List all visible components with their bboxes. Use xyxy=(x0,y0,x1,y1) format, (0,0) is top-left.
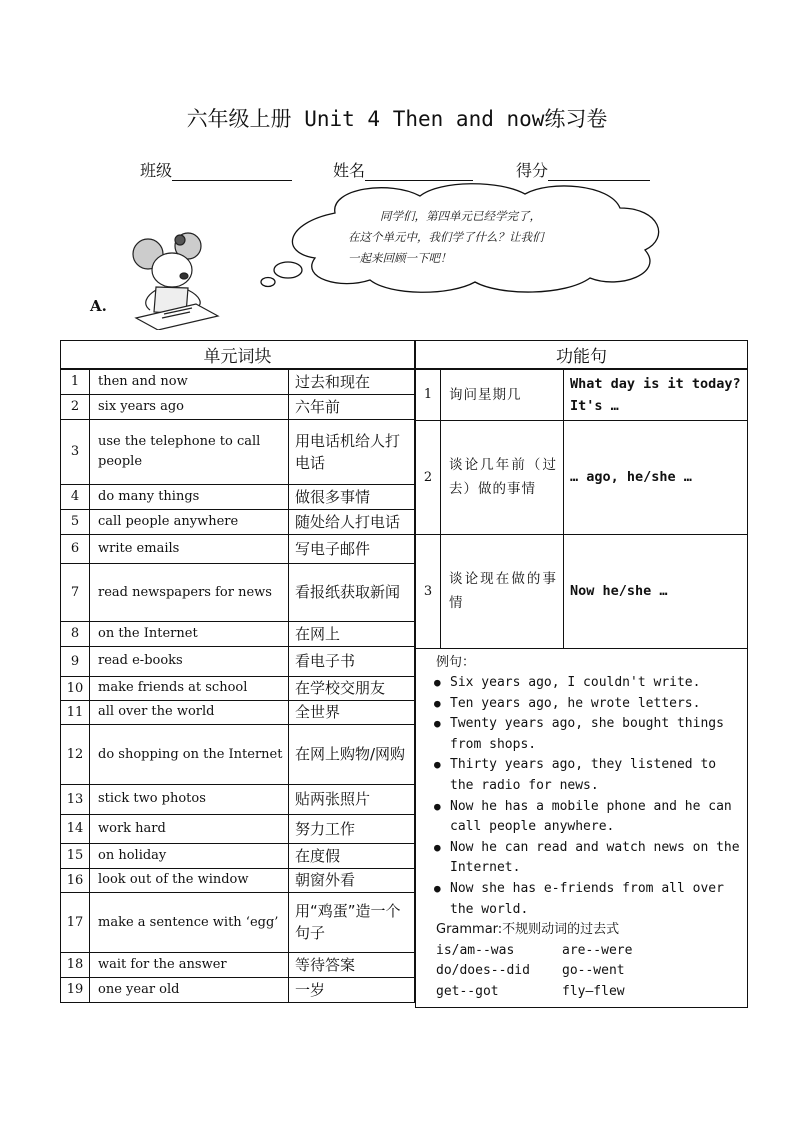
grammar-pair: go--went xyxy=(562,963,625,979)
phrase-en: read newspapers for news xyxy=(90,563,289,621)
function-table xyxy=(415,340,748,1008)
grammar-pair: do/does--did xyxy=(436,963,530,979)
example-sentence: ● Ten years ago, he wrote letters. xyxy=(436,694,741,715)
section-a-label: A. xyxy=(90,297,107,315)
phrase-cn: 朝窗外看 xyxy=(289,868,415,892)
example-sentence: ● Six years ago, I couldn't write. xyxy=(436,673,741,694)
phrase-en: look out of the window xyxy=(90,868,289,892)
row-number: 17 xyxy=(61,892,90,952)
phrase-cn: 写电子邮件 xyxy=(289,534,415,563)
table-row xyxy=(61,784,415,814)
row-number: 16 xyxy=(61,868,90,892)
examples-row xyxy=(416,648,748,1007)
name-label: 姓名 xyxy=(333,161,366,180)
example-sentence: ● Now he has a mobile phone and he can call people anywhere. xyxy=(436,797,741,838)
phrase-cn: 过去和现在 xyxy=(289,369,415,394)
phrase-en: six years ago xyxy=(90,394,289,419)
row-number: 13 xyxy=(61,784,90,814)
phrase-en: one year old xyxy=(90,977,289,1002)
phrase-en: on the Internet xyxy=(90,621,289,646)
function-row xyxy=(416,369,748,420)
phrase-en: work hard xyxy=(90,814,289,843)
phrase-en: write emails xyxy=(90,534,289,563)
phrase-en: stick two photos xyxy=(90,784,289,814)
function-desc: 谈论现在做的事情 xyxy=(441,534,564,648)
row-number: 4 xyxy=(61,484,90,509)
phrase-cn: 在网上 xyxy=(289,621,415,646)
row-number: 12 xyxy=(61,724,90,784)
phrase-cn: 在学校交朋友 xyxy=(289,676,415,700)
phrase-cn: 贴两张照片 xyxy=(289,784,415,814)
table-row xyxy=(61,646,415,676)
table-row xyxy=(61,700,415,724)
example-sentence: ● Now he can read and watch news on the Internet. xyxy=(436,838,741,879)
phrase-cn: 用“鸡蛋”造一个句子 xyxy=(289,892,415,952)
function-row xyxy=(416,534,748,648)
bubble-text xyxy=(340,206,610,269)
sentence-line: It's … xyxy=(570,397,619,414)
function-sentence: … ago, he/she … xyxy=(564,420,748,534)
row-number: 5 xyxy=(61,509,90,534)
examples-label: 例句： xyxy=(436,654,476,670)
table-row xyxy=(61,724,415,784)
class-label: 班级 xyxy=(140,161,173,180)
function-sentence xyxy=(564,369,748,420)
function-desc: 谈论几年前（过去）做的事情 xyxy=(441,420,564,534)
vocab-header: 单元词块 xyxy=(61,341,415,370)
row-number: 18 xyxy=(61,952,90,977)
phrase-cn: 在网上购物/网购 xyxy=(289,724,415,784)
phrase-en: then and now xyxy=(90,369,289,394)
grammar-label: Grammar:不规则动词的过去式 xyxy=(436,922,620,938)
phrase-en: do many things xyxy=(90,484,289,509)
table-row xyxy=(61,509,415,534)
cartoon-mouse-icon xyxy=(126,232,222,330)
table-row xyxy=(61,676,415,700)
row-number: 1 xyxy=(61,369,90,394)
phrase-cn: 努力工作 xyxy=(289,814,415,843)
grammar-pair: are--were xyxy=(562,942,633,958)
table-row xyxy=(61,843,415,868)
phrase-en: call people anywhere xyxy=(90,509,289,534)
row-number: 6 xyxy=(61,534,90,563)
function-number: 2 xyxy=(416,420,441,534)
phrase-en: read e-books xyxy=(90,646,289,676)
phrase-en: use the telephone to call people xyxy=(90,419,289,484)
row-number: 19 xyxy=(61,977,90,1002)
row-number: 11 xyxy=(61,700,90,724)
table-row xyxy=(61,534,415,563)
grammar-line xyxy=(436,941,741,962)
sentence-line: What day is it today? xyxy=(570,375,741,392)
phrase-en: wait for the answer xyxy=(90,952,289,977)
phrase-cn: 等待答案 xyxy=(289,952,415,977)
phrase-cn: 看电子书 xyxy=(289,646,415,676)
function-desc: 询问星期几 xyxy=(441,369,564,420)
function-row xyxy=(416,420,748,534)
grammar-pair: fly—flew xyxy=(562,984,625,999)
grammar-pair: is/am--was xyxy=(436,942,515,958)
phrase-cn: 做很多事情 xyxy=(289,484,415,509)
phrase-cn: 在度假 xyxy=(289,843,415,868)
phrase-en: do shopping on the Internet xyxy=(90,724,289,784)
phrase-cn: 一岁 xyxy=(289,977,415,1002)
row-number: 7 xyxy=(61,563,90,621)
vocab-table xyxy=(60,340,415,1003)
table-row xyxy=(61,892,415,952)
function-number: 3 xyxy=(416,534,441,648)
examples-list xyxy=(436,673,741,920)
phrase-en: on holiday xyxy=(90,843,289,868)
table-row xyxy=(61,563,415,621)
table-row xyxy=(61,952,415,977)
table-row xyxy=(61,369,415,394)
phrase-en: make a sentence with ‘egg’ xyxy=(90,892,289,952)
table-row xyxy=(61,394,415,419)
score-label: 得分 xyxy=(516,161,549,180)
bubble-line-3: 一起来回顾一下吧！ xyxy=(348,251,452,265)
table-row xyxy=(61,977,415,1002)
table-row xyxy=(61,868,415,892)
phrase-cn: 随处给人打电话 xyxy=(289,509,415,534)
table-row xyxy=(61,419,415,484)
phrase-en: make friends at school xyxy=(90,676,289,700)
table-row xyxy=(61,621,415,646)
page-title: 六年级上册 Unit 4 Then and now练习卷 xyxy=(186,107,608,131)
phrase-cn: 全世界 xyxy=(289,700,415,724)
example-sentence: ● Thirty years ago, they listened to the radio for news. xyxy=(436,755,741,796)
phrase-en: all over the world xyxy=(90,700,289,724)
row-number: 2 xyxy=(61,394,90,419)
function-header: 功能句 xyxy=(416,341,748,370)
phrase-cn: 看报纸获取新闻 xyxy=(289,563,415,621)
examples-cell xyxy=(416,648,748,1007)
table-row xyxy=(61,814,415,843)
grammar-line xyxy=(436,982,741,1003)
row-number: 3 xyxy=(61,419,90,484)
bubble-line-1: 同学们，第四单元已经学完了， xyxy=(380,209,541,223)
function-sentence: Now he/she … xyxy=(564,534,748,648)
row-number: 10 xyxy=(61,676,90,700)
bubble-line-2: 在这个单元中，我们学了什么？让我们 xyxy=(348,230,544,244)
example-sentence: ● Now she has e-friends from all over the world. xyxy=(436,879,741,920)
example-sentence: ● Twenty years ago, she bought things from shops. xyxy=(436,714,741,755)
row-number: 15 xyxy=(61,843,90,868)
phrase-cn: 用电话机给人打电话 xyxy=(289,419,415,484)
row-number: 8 xyxy=(61,621,90,646)
phrase-cn: 六年前 xyxy=(289,394,415,419)
grammar-pair: get--got xyxy=(436,984,499,999)
row-number: 9 xyxy=(61,646,90,676)
function-number: 1 xyxy=(416,369,441,420)
table-row xyxy=(61,484,415,509)
row-number: 14 xyxy=(61,814,90,843)
grammar-line xyxy=(436,961,741,982)
